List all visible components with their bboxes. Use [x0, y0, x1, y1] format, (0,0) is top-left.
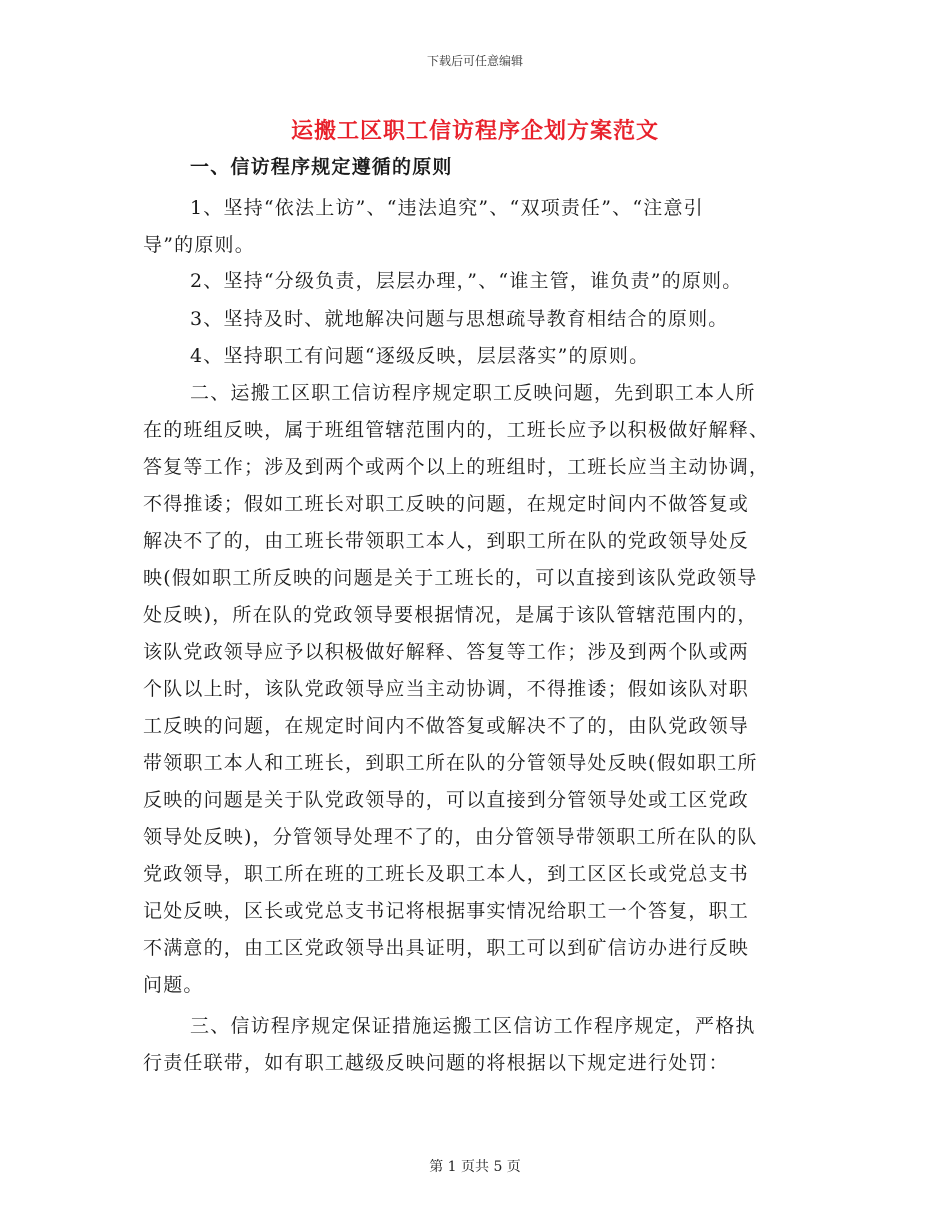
paragraph-line: 反映的问题是关于队党政领导的，可以直接到分管领导处或工区党政 [143, 789, 750, 811]
paragraph-line: 领导处反映)，分管领导处理不了的，由分管领导带领职工所在队的队 [143, 826, 758, 848]
paragraph-line: 三、信访程序规定保证措施运搬工区信访工作程序规定，严格执 [190, 1015, 756, 1037]
paragraph-line: 3、坚持及时、就地解决问题与思想疏导教育相结合的原则。 [190, 308, 729, 330]
paragraph-line: 个队以上时，该队党政领导应当主动协调，不得推诿；假如该队对职 [143, 678, 750, 700]
document-title: 运搬工区职工信访程序企划方案范文 [290, 118, 659, 144]
paragraph-line: 导”的原则。 [143, 234, 255, 256]
paragraph-line: 带领职工本人和工班长，到职工所在队的分管领导处反映(假如职工所 [143, 752, 758, 774]
page-header-note: 下载后可任意编辑 [426, 54, 523, 68]
paragraph-line: 二、运搬工区职工信访程序规定职工反映问题，先到职工本人所 [190, 382, 756, 404]
paragraph-line: 映(假如职工所反映的问题是关于工班长的，可以直接到该队党政领导 [143, 567, 758, 589]
paragraph-line: 2、坚持“分级负责，层层办理，”、“谁主管，谁负责”的原则。 [190, 270, 743, 292]
paragraph-line: 答复等工作；涉及到两个或两个以上的班组时，工班长应当主动协调， [143, 456, 770, 478]
paragraph-line: 问题。 [143, 974, 204, 996]
paragraph-line: 工反映的问题，在规定时间内不做答复或解决不了的，由队党政领导 [143, 715, 750, 737]
paragraph-line: 4、坚持职工有问题“逐级反映，层层落实”的原则。 [190, 345, 650, 367]
paragraph-line: 在的班组反映，属于班组管辖范围内的，工班长应予以积极做好解释、 [143, 419, 770, 441]
section-heading-1: 一、信访程序规定遵循的原则 [190, 156, 453, 178]
paragraph-line: 该队党政领导应予以积极做好解释、答复等工作；涉及到两个队或两 [143, 641, 750, 663]
paragraph-line: 不得推诿；假如工班长对职工反映的问题，在规定时间内不做答复或 [143, 493, 750, 515]
paragraph-line: 行责任联带，如有职工越级反映问题的将根据以下规定进行处罚： [143, 1052, 729, 1074]
paragraph-line: 不满意的，由工区党政领导出具证明，职工可以到矿信访办进行反映 [143, 937, 750, 959]
page-number: 第 1 页共 5 页 [429, 1159, 521, 1175]
paragraph-line: 处反映)，所在队的党政领导要根据情况，是属于该队管辖范围内的， [143, 604, 758, 626]
paragraph-line: 解决不了的，由工班长带领职工本人，到职工所在队的党政领导处反 [143, 530, 750, 552]
paragraph-line: 记处反映，区长或党总支书记将根据事实情况给职工一个答复，职工 [143, 900, 750, 922]
paragraph-line: 党政领导，职工所在班的工班长及职工本人，到工区区长或党总支书 [143, 863, 750, 885]
paragraph-line: 1、坚持“依法上访”、“违法追究”、“双项责任”、“注意引 [190, 197, 704, 219]
